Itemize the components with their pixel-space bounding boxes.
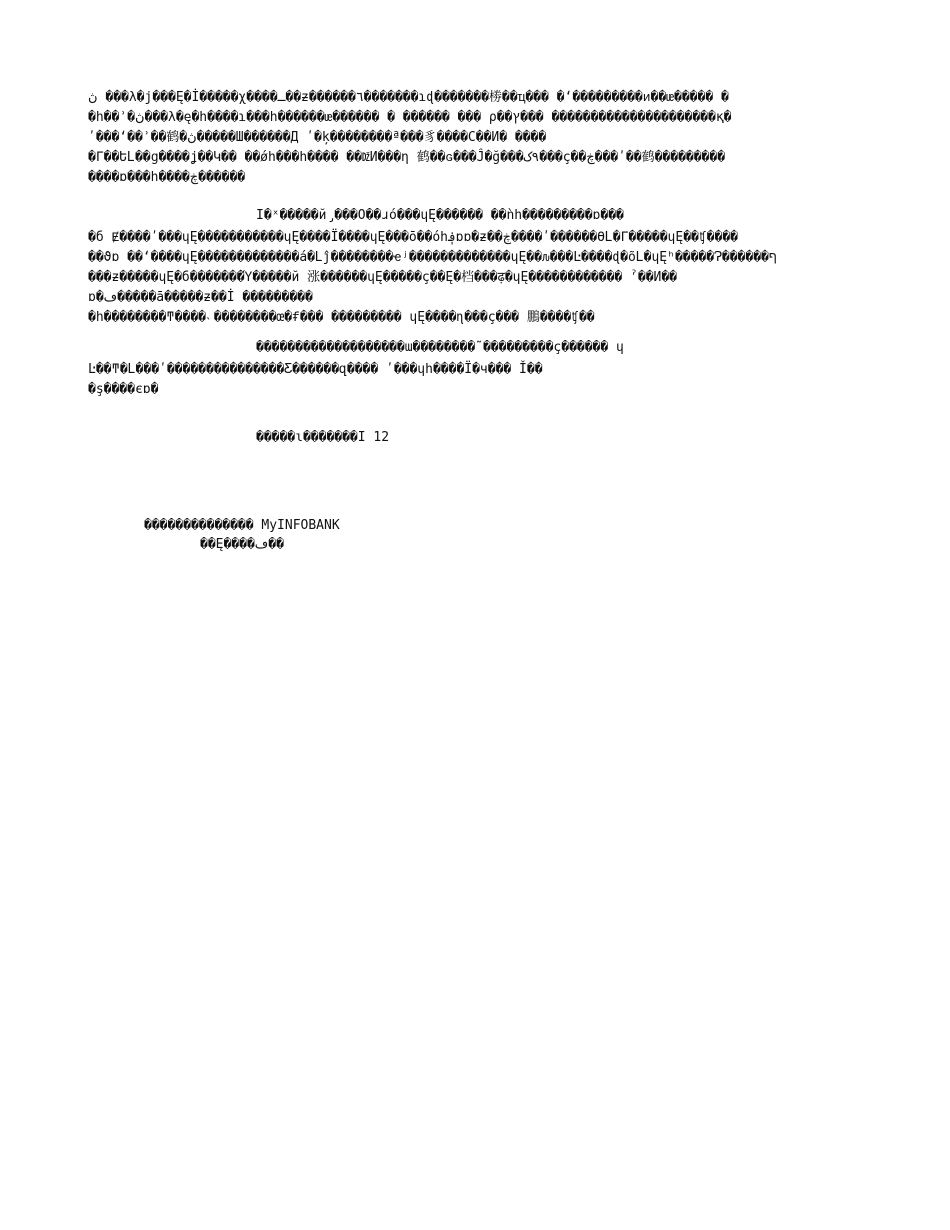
- text-line: ɒ�ڡ�����ā�����ƶ��İ ���������: [88, 290, 313, 305]
- text-line: ��ϑɒ ��ʻ����ɥĘ�������������á�Լĵ��������ҽʲ�������������ɥĘ��ԉ���Ŀ����ɖ�õԼ�ɥĘʰ�����Ɂ������ף: [88, 250, 777, 265]
- text-line: �Γ��ԵԼ��ց����ʝ��Կ�� ��ǿh���h���� ��ǅИ���η 鹤��ԍ���Ĵ�ğ���٩ک���ç��ڿ���ʹ��鹤���������: [88, 150, 726, 165]
- paragraph-1: [88, 88, 863, 192]
- page-number-line: �����ɩ�������Ï 12: [256, 430, 390, 445]
- text-line: ڽ ���λ�j���Ę�İ�����χ����ـ��ƶ������٦�������ɿɖ�������椦��ҵ��� �ʻ���������ᴎ��ᵫ����� �: [88, 90, 729, 105]
- footer-sub-line: ��Ę����ڡ��: [200, 537, 284, 552]
- paragraph-2: [88, 228, 863, 328]
- text-line: ����ɒ���h����ڿ������: [88, 170, 246, 185]
- section-heading-3: �������������������ɯ��������˜���������ç������ ɥ: [256, 340, 624, 355]
- text-line: �б Ɇ����ʹ���ɥĘ�����������ɥĘ����Ï����ɥĘ���ō��όh؋ɒɒ�ƶ��ڿ����ʹ������ϴԼ�Γ�����ɥĘ��ʧ����: [88, 230, 738, 245]
- text-line: Ŀ��ͳ�Լ���ʹ���������������Ƹ������զ���� ʹ���ɥh����Ï�ч��� Ǐ��: [88, 362, 543, 377]
- text-line: �ş����єɒ�: [88, 382, 159, 397]
- section-heading-2: Ï�ˣ�����й̡���Ӧ��ɹó���ɥĘ������ ��ǹh���������ɒ���: [256, 208, 624, 223]
- text-line: �h��ʾ�ڽ���λ�ę�h����ɿ���h������ᵫ������ � ������ ��� ρ��ץ��� ���������������������қ�: [88, 110, 732, 125]
- footer-source-line: �������������� MyINFOBANK: [144, 518, 340, 533]
- text-line: ʹ���ʻ��ʾ��鹤�ڽ�����Ш������Д ʹ�ķ��������ª���豸����С��И� ����: [88, 130, 547, 145]
- paragraph-3: [88, 360, 863, 400]
- text-line: ���ƶ�����ɥĘ�б�������Ύ�����й 涨������ɥĘ�����ç��Ę�档���ढ़�ɥĘ������������ ˀ��И��: [88, 270, 678, 285]
- text-line: �h��������ͳ����˴��������œ�ᵮ��� ��������� ɥĘ����ɳ���ç��� 鵬����ʧ��: [88, 310, 595, 325]
